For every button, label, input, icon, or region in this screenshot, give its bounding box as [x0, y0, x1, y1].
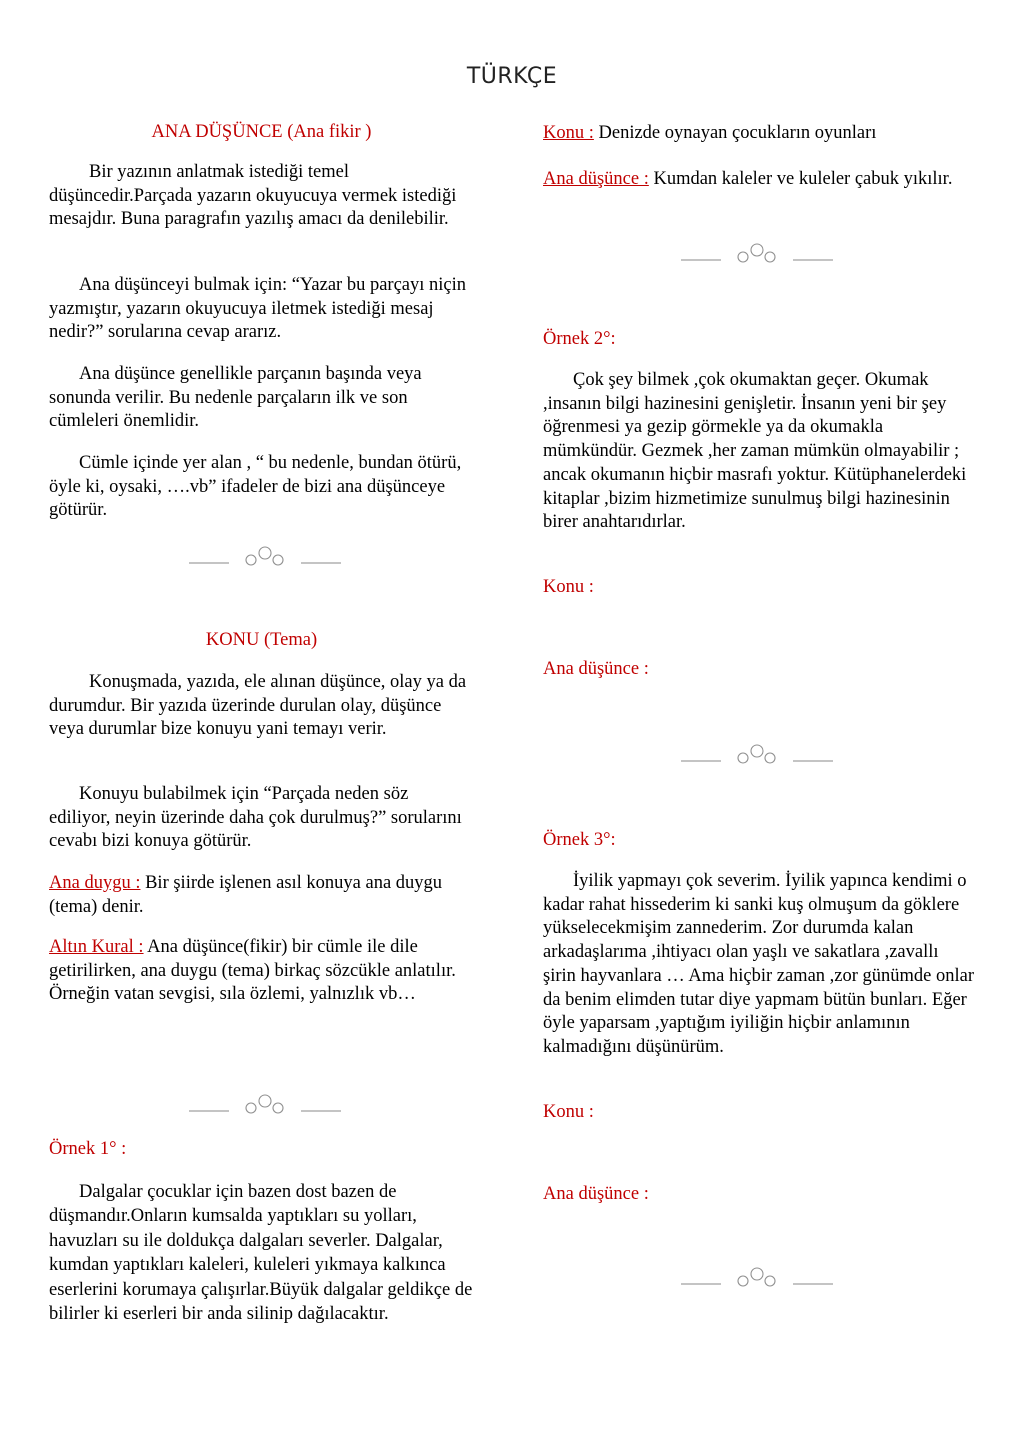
ornek-2-konu-label: Konu :	[543, 577, 594, 597]
altin-kural-label: Altın Kural :	[49, 937, 144, 957]
ana-dusunce-paragraph-2: Ana düşünceyi bulmak için: “Yazar bu parçayı niçin yazmıştır, yazarın okuyucuya iletmek istediği mesaj nedir?” sorularına cevap ararız.	[49, 275, 467, 343]
ornek-1-label: Örnek 1° :	[49, 1139, 127, 1159]
altin-kural-text: Ana düşünce(fikir) bir cümle ile dile getirilirken, ana duygu (tema) birkaç sözcükle anlatılır. Örneğin vatan sevgisi, sıla özlemi, yalnızlık vb…	[49, 937, 456, 1005]
ornek-1-text: Dalgalar çocuklar için bazen dost bazen de düşmandır.Onların kumsalda yaptıkları su yolları, havuzları su ile doldukça dalgaları severler. Dalgalar, kumdan yaptıkları kaleleri, kuleleri yıkmaya kalkınca eserlerini korumaya çalışırlar.Büyük dalgalar geldikçe de bilirler ki eserleri bir anda silinip dağılacaktır.	[49, 1182, 473, 1325]
ana-dusunce-label: Ana düşünce :	[543, 169, 649, 189]
ornek-2-text: Çok şey bilmek ,çok okumaktan geçer. Okumak ,insanın bilgi hazinesini genişletir. İnsanın yeni bir şey öğrenmesi ya gezip görmekle ya da okumakla mümkündür. Gezmek ,her zaman mümkün olmayabilir ; ancak okumanın hiçbir masrafı yoktur. Kütüphanelerdeki kitaplar ,bizim hizmetimize sunulmuş bilgi hazinesinin birer anahtarıdırlar.	[543, 370, 967, 533]
ana-dusunce-section	[49, 121, 474, 145]
ana-dusunce-answer-text: Kumdan kaleler ve kuleler çabuk yıkılır.	[648, 169, 953, 189]
ornament-divider-icon	[681, 743, 841, 767]
ana-duygu-definition	[49, 872, 474, 919]
konu-answer-text: Denizde oynayan çocukların oyunları	[593, 123, 877, 143]
ornek-3-text: İyilik yapmayı çok severim. İyilik yapınca kendimi o kadar rahat hissederim ki sanki kuş olmuşum da göklere yükselecekmişim zannederim. Zor durumda kalan arkadaşlarıma ,ihtiyacı olan yaşlı ve sakatlara ,zavallı şirin hayvanlara … Ama hiçbir zaman ,zor günümde onlar da benim elimden tutar diye yapmam bütün bunları. Eğer öyle yaparsam ,yaptığım iyiliğin hiçbir anlamının kalmadığını düşünürüm.	[543, 871, 975, 1057]
ornek-2-ana-dusunce-label: Ana düşünce :	[543, 659, 649, 679]
ornek-1-ana-dusunce-answer	[543, 166, 975, 193]
page-title: TÜRKÇE	[466, 64, 558, 89]
ana-dusunce-paragraph-3: Ana düşünce genellikle parçanın başında veya sonunda verilir. Bu nedenle parçaların ilk ve son cümleleri önemlidir.	[49, 364, 422, 432]
ornament-divider-icon	[681, 1266, 841, 1290]
konu-paragraph-1: Konuşmada, yazıda, ele alınan düşünce, olay ya da durumdur. Bir yazıda üzerinde durulan olay, düşünce veya durumlar bize konuyu yani temayı verir.	[49, 672, 467, 740]
ornament-divider-icon	[189, 545, 349, 569]
ornament-divider-icon	[681, 242, 841, 266]
ornek-1-konu-answer	[543, 122, 975, 146]
ornek-2-label: Örnek 2°:	[543, 329, 616, 349]
ana-dusunce-paragraph-1: Bir yazının anlatmak istediği temel düşüncedir.Parçada yazarın okuyucuya vermek istediği mesajdır. Buna paragrafın yazılış amacı da denilebilir.	[49, 162, 457, 230]
ana-duygu-text: Bir şiirde işlenen asıl konuya ana duygu (tema) denir.	[49, 873, 443, 917]
ornament-divider-icon	[189, 1093, 349, 1117]
ornek-3-ana-dusunce-label: Ana düşünce :	[543, 1184, 649, 1204]
ana-duygu-label: Ana duygu :	[49, 873, 141, 893]
konu-heading: KONU (Tema)	[205, 630, 318, 650]
ornek-3-label: Örnek 3°:	[543, 830, 616, 850]
ana-dusunce-paragraph-4: Cümle içinde yer alan , “ bu nedenle, bundan ötürü, öyle ki, oysaki, ….vb” ifadeler de bizi ana düşünceye götürür.	[49, 453, 462, 521]
ana-dusunce-heading: ANA DÜŞÜNCE (Ana fikir )	[151, 122, 372, 142]
konu-label: Konu :	[543, 123, 594, 143]
altin-kural-rule	[49, 936, 474, 1007]
ornek-3-konu-label: Konu :	[543, 1102, 594, 1122]
konu-paragraph-2: Konuyu bulabilmek için “Parçada neden söz ediliyor, neyin üzerinde daha çok durulmuş?” sorularını cevabı bizi konuya götürür.	[49, 784, 462, 852]
